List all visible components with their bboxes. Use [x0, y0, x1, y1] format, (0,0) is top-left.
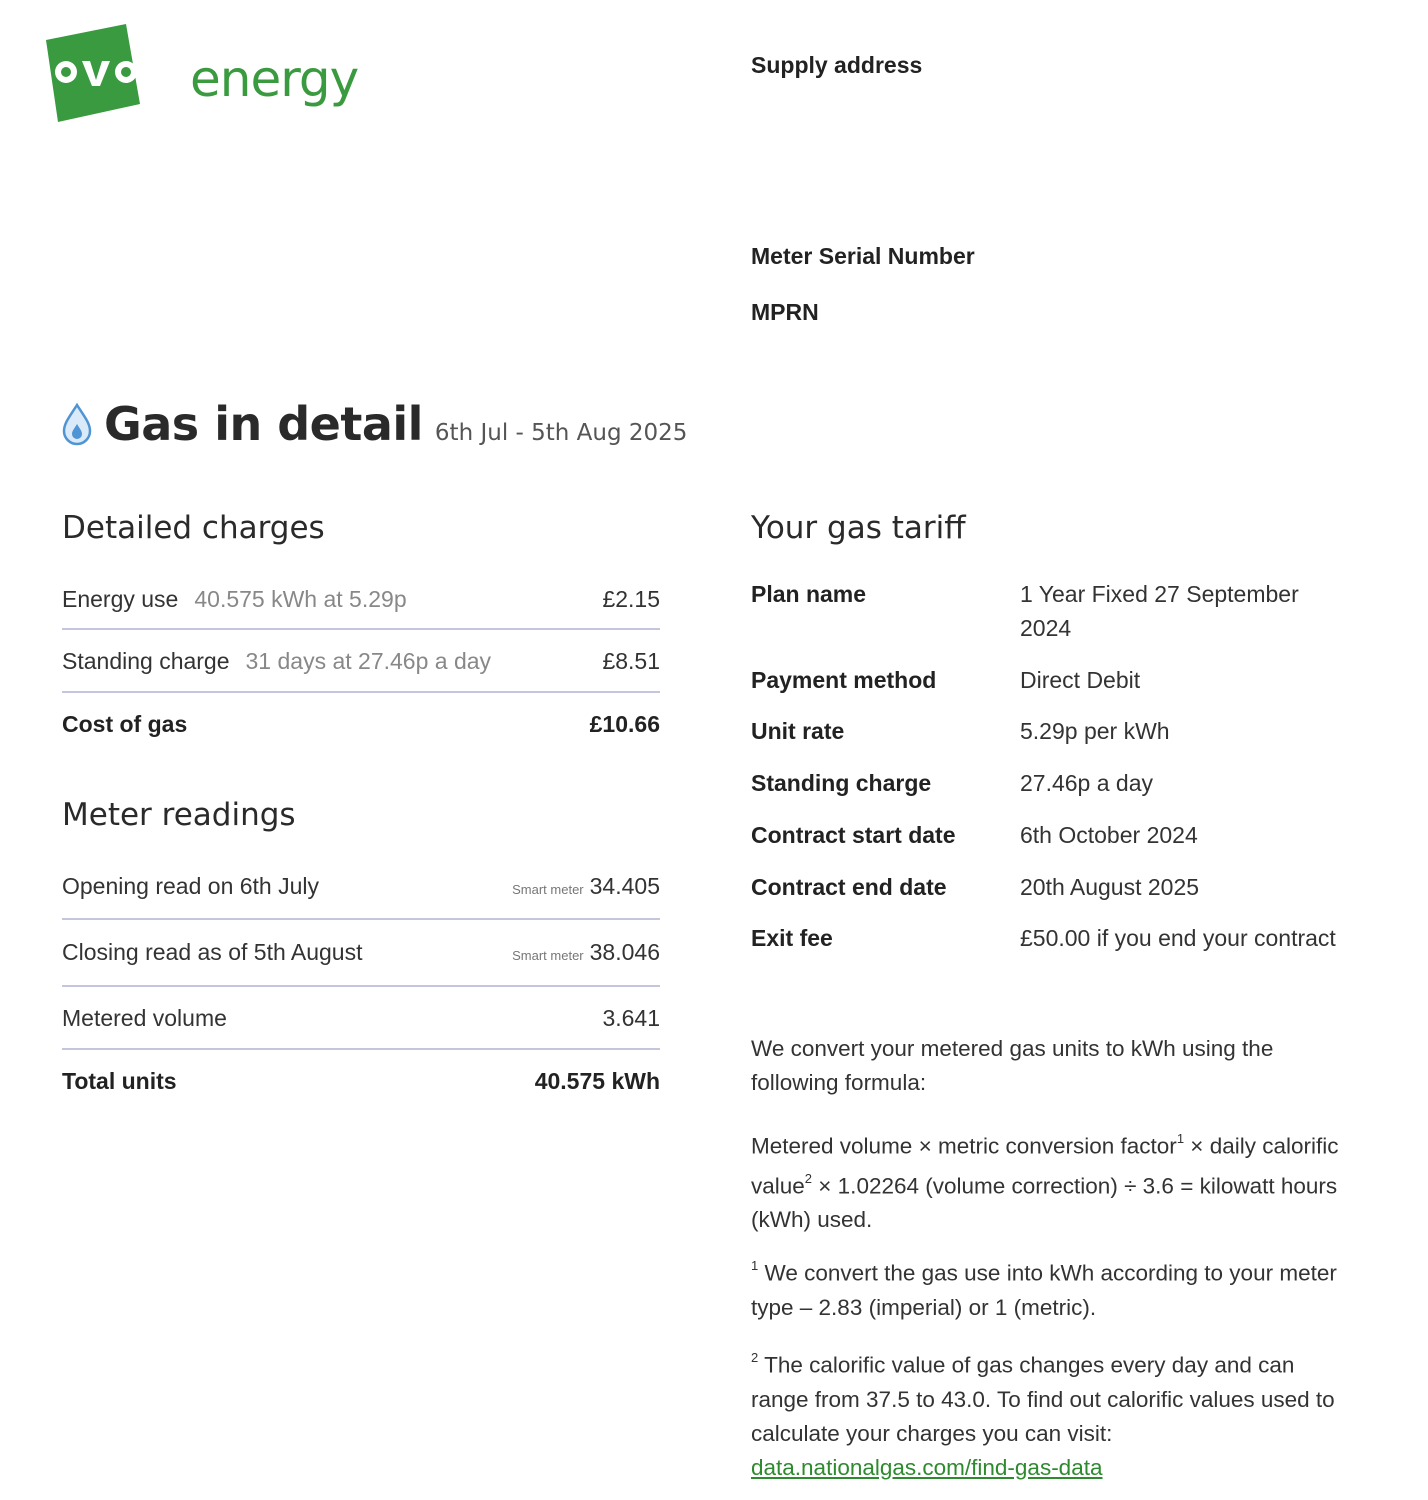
- exit-fee-label: Exit fee: [751, 925, 833, 951]
- closing-read-value: 38.046: [589, 939, 660, 965]
- divider: [62, 918, 660, 920]
- energy-use-value: £2.15: [602, 586, 660, 612]
- divider: [62, 628, 660, 630]
- payment-method-label: Payment method: [751, 667, 937, 693]
- contract-start-value: 6th October 2024: [1020, 822, 1198, 848]
- footnote-2-text: The calorific value of gas changes every day and can range from 37.5 to 43.0. To find out calorific values used to calculate your charges you can visit:: [751, 1352, 1335, 1446]
- unit-rate-value: 5.29p per kWh: [1020, 718, 1170, 744]
- cost-of-gas-row: [62, 711, 660, 738]
- closing-read-row: [62, 939, 660, 966]
- total-units-row: [62, 1068, 660, 1095]
- footnote-2-marker: 2: [751, 1350, 759, 1365]
- footnote-1-text: We convert the gas use into kWh according to your meter type – 2.83 (imperial) or 1 (metric).: [751, 1260, 1337, 1320]
- standing-charge-label: Standing charge: [62, 648, 230, 674]
- tariff-standing-charge-value: 27.46p a day: [1020, 770, 1154, 796]
- cost-of-gas-label: Cost of gas: [62, 711, 188, 737]
- opening-read-value: 34.405: [589, 873, 660, 899]
- total-units-value: 40.575 kWh: [534, 1068, 660, 1094]
- national-gas-link[interactable]: data.nationalgas.com/find-gas-data: [751, 1454, 1103, 1480]
- plan-name-label: Plan name: [751, 581, 867, 607]
- contract-start-label: Contract start date: [751, 822, 956, 848]
- mprn-label: MPRN: [751, 299, 819, 325]
- closing-read-label: Closing read as of 5th August: [62, 939, 363, 965]
- standing-charge-row: [62, 648, 660, 675]
- divider: [62, 691, 660, 693]
- footnote-marker-1: 1: [1176, 1131, 1185, 1146]
- divider: [62, 985, 660, 987]
- footnote-2: [751, 1343, 1351, 1485]
- tariff-standing-charge-label: Standing charge: [751, 770, 932, 796]
- payment-method-value: Direct Debit: [1020, 667, 1141, 693]
- meter-readings-title: Meter readings: [62, 797, 296, 833]
- exit-fee-value: £50.00 if you end your contract: [1020, 925, 1336, 951]
- supply-address-label: Supply address: [751, 52, 923, 78]
- standing-charge-value: £8.51: [602, 648, 660, 674]
- energy-use-row: [62, 586, 660, 613]
- opening-read-source: Smart meter: [512, 882, 584, 897]
- metered-volume-value: 3.641: [602, 1005, 660, 1031]
- contract-end-label: Contract end date: [751, 874, 947, 900]
- page-title: Gas in detail: [104, 397, 423, 451]
- formula-part-1: Metered volume × metric conversion factor: [751, 1133, 1177, 1159]
- metered-volume-label: Metered volume: [62, 1005, 227, 1031]
- energy-use-detail: 40.575 kWh at 5.29p: [194, 586, 407, 612]
- formula-part-2: × daily calorific value: [751, 1133, 1339, 1198]
- meter-serial-number-label: Meter Serial Number: [751, 243, 975, 269]
- plan-name-value: 1 Year Fixed 27 September 2024: [1020, 581, 1299, 641]
- contract-end-value: 20th August 2025: [1020, 874, 1200, 900]
- ovo-logo-icon: [44, 24, 144, 124]
- divider: [62, 1048, 660, 1050]
- footnote-1: [751, 1251, 1351, 1325]
- formula-text: [751, 1124, 1351, 1237]
- gas-in-detail-heading: [60, 396, 687, 451]
- closing-read-source: Smart meter: [512, 948, 584, 963]
- logo-wordmark: energy: [190, 50, 359, 108]
- gas-tariff-title: Your gas tariff: [751, 510, 966, 546]
- billing-period: 6th Jul - 5th Aug 2025: [434, 420, 688, 446]
- footnote-marker-2: 2: [804, 1170, 813, 1186]
- formula-intro: We convert your metered gas units to kWh using the following formula:: [751, 1036, 1274, 1095]
- standing-charge-detail: 31 days at 27.46p a day: [245, 648, 492, 674]
- detailed-charges-title: Detailed charges: [62, 510, 325, 546]
- unit-rate-label: Unit rate: [751, 718, 845, 744]
- ovo-energy-logo: [44, 24, 359, 124]
- total-units-label: Total units: [62, 1068, 177, 1094]
- formula-part-3: × 1.02264 (volume correction) ÷ 3.6 = kilowatt hours (kWh) used.: [751, 1173, 1338, 1232]
- opening-read-label: Opening read on 6th July: [62, 873, 320, 899]
- metered-volume-row: [62, 1005, 660, 1032]
- opening-read-row: [62, 873, 660, 900]
- energy-use-label: Energy use: [62, 586, 179, 612]
- footnote-1-marker: 1: [751, 1258, 759, 1273]
- cost-of-gas-value: £10.66: [589, 711, 660, 737]
- gas-drop-icon: [60, 402, 94, 446]
